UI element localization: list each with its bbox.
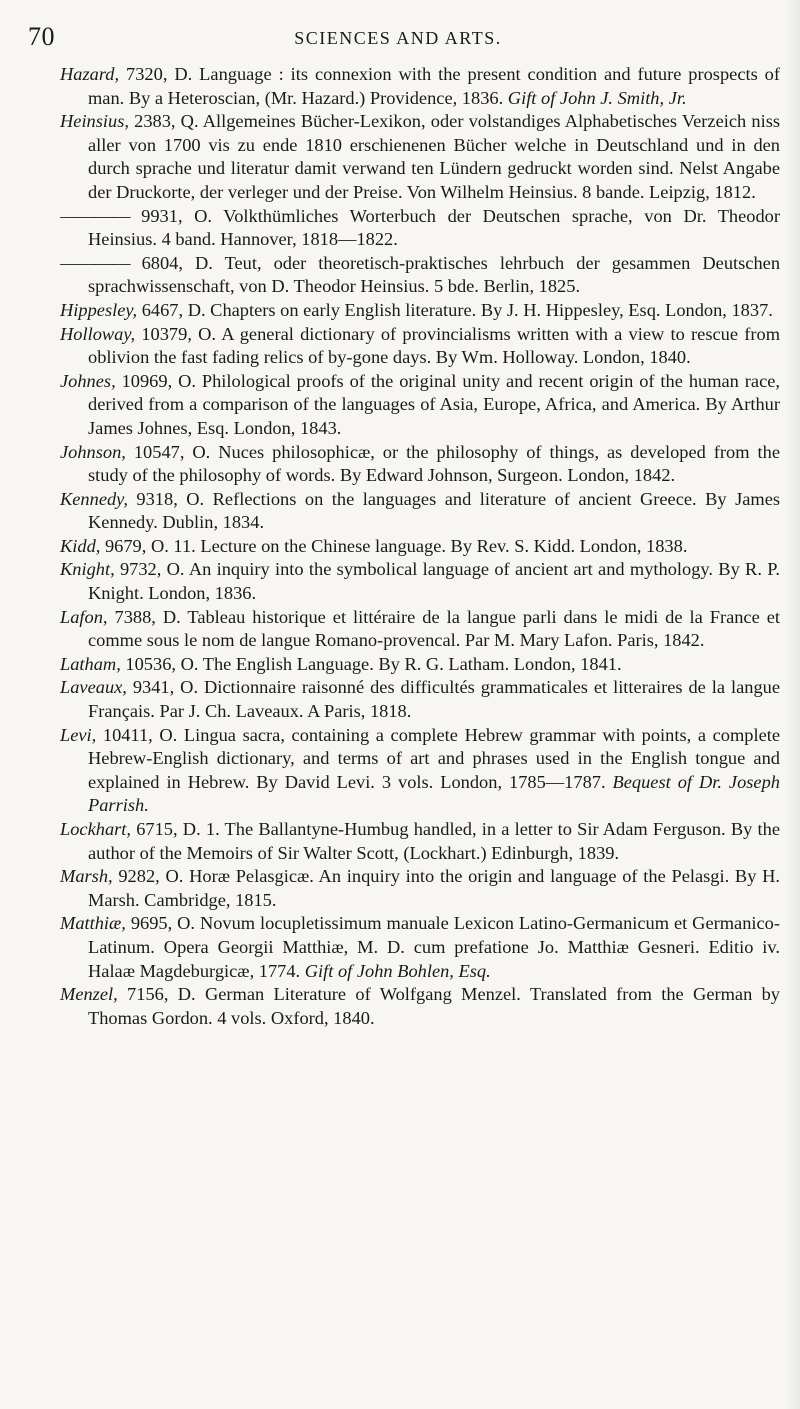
entry-author: Hazard, [60, 64, 120, 84]
entry-shelfmark: 9695, O. [125, 913, 196, 934]
entry-shelfmark: 9931, O. [129, 205, 213, 226]
entry-author: Laveaux, [60, 677, 127, 698]
entry-shelfmark: 9318, O. [127, 488, 205, 509]
catalogue-entry [60, 558, 780, 605]
entry-description: Chapters on early English literature. By J. H. Hippesley, Esq. London, 1837. [205, 299, 773, 320]
catalogue-entry [60, 63, 780, 110]
entry-description: Horæ Pelasgicæ. An inquiry into the origin and language of the Pelasgi. By H. Marsh. Cambridge, 1815. [88, 866, 781, 910]
entry-shelfmark: 9732, O. [114, 559, 185, 580]
entry-author-ditto: ———— [60, 252, 130, 273]
entry-shelfmark: 6467, D. [137, 299, 206, 320]
catalogue-entry [60, 441, 780, 488]
entry-author: Matthiæ, [60, 913, 126, 934]
entry-shelfmark: 6804, D. [129, 252, 213, 273]
entry-author: Hippesley, [60, 299, 138, 320]
entry-author: Heinsius, [60, 111, 129, 132]
entry-author: Menzel, [60, 984, 118, 1005]
entry-description: Tableau historique et littéraire de la langue parli dans le midi de la France et comme sous le nom de langue Romano-provencal. Par M. Mary Lafon. Paris, 1842. [88, 606, 781, 651]
entry-description: The English Language. By R. G. Latham. London, 1841. [198, 653, 622, 674]
entry-shelfmark: 7388, D. [107, 606, 181, 627]
catalogue-entry [60, 252, 780, 299]
entry-provenance: Gift of John J. Smith, Jr. [507, 87, 687, 108]
running-head-title: SCIENCES AND ARTS. [294, 28, 502, 48]
entry-shelfmark: 9679, O. 11. [100, 535, 196, 556]
entry-shelfmark: 10547, O. [125, 441, 211, 462]
entry-author: Lockhart, [60, 819, 132, 839]
entry-shelfmark: 7320, D. [119, 64, 193, 84]
page-edge-shadow [786, 0, 800, 1409]
catalogue-entries [60, 63, 780, 1030]
catalogue-entry [60, 370, 780, 441]
entry-description: Dictionnaire raisonné des difficultés grammaticales et litteraires de la langue Français. Par J. Ch. Laveaux. A Paris, 1818. [88, 677, 781, 722]
catalogue-entry [60, 299, 780, 323]
entry-author: Kennedy, [60, 488, 128, 509]
page-header [28, 18, 768, 58]
entry-shelfmark: 9341, O. [126, 677, 199, 698]
catalogue-entry [60, 110, 780, 204]
entry-description: German Literature of Wolfgang Menzel. Translated from the German by Thomas Gordon. 4 vols. Oxford, 1840. [88, 984, 781, 1028]
catalogue-entry [60, 653, 780, 677]
entry-description: Lecture on the Chinese language. By Rev. S. Kidd. London, 1838. [195, 535, 688, 556]
catalogue-entry [60, 488, 780, 535]
entry-shelfmark: 7156, D. [117, 984, 196, 1005]
entry-author: Knight, [60, 559, 115, 580]
entry-author: Levi, [60, 724, 97, 745]
catalogue-entry [60, 535, 780, 559]
catalogue-entry [60, 676, 780, 723]
entry-provenance: Bequest of Dr. Joseph Parrish. [88, 771, 780, 816]
entry-description: Novum locupletissimum manuale Lexicon Latino-Germanicum et Germanico-Latinum. Opera Georgii Matthiæ, M. D. cum prefatione Jo. Matthiæ Gesneri. Editio iv. Halaæ Magdeburgicæ, 1774. [88, 913, 780, 981]
entry-description: Volkthümliches Worterbuch der Deutschen sprache, von Dr. Theodor Heinsius. 4 band. Hannover, 1818—1822. [88, 205, 780, 250]
catalogue-entry [60, 983, 780, 1030]
page-number: 70 [28, 22, 55, 51]
entry-shelfmark: 10411, O. [96, 724, 178, 745]
entry-provenance: Gift of John Bohlen, Esq. [304, 960, 491, 981]
entry-author: Johnson, [60, 441, 126, 462]
entry-shelfmark: 2383, Q. [128, 111, 199, 132]
entry-shelfmark: 6715, D. 1. [131, 819, 220, 839]
entry-description: Reflections on the languages and literature of ancient Greece. By James Kennedy. Dublin, 1834. [88, 488, 781, 533]
catalogue-entry [60, 865, 780, 912]
entry-description: Nuces philosophicæ, or the philosophy of things, as developed from the study of the philosophy of words. By Edward Johnson, Surgeon. London, 1842. [88, 441, 780, 486]
catalogue-entry [60, 606, 780, 653]
entry-description: Lingua sacra, containing a complete Hebrew grammar with points, a complete Hebrew-English dictionary, and terms of art and phrases used in the English tongue and explained in Hebrew. By David Levi. 3 vols. London, 1785—1787. [88, 724, 781, 792]
entry-description: Allgemeines Bücher-Lexikon, oder volstandiges Alphabetisches Verzeich niss aller von 1700 vis zu ende 1810 erschienenen Bücher welche in Deutschland und in den durch sprache und literatur damit verwand ten Lündern gedruckt worden sind. Nelst Angabe der Druckorte, der verleger und der Preise. Von Wilhelm Heinsius. 8 bande. Leipzig, 1812. [88, 111, 781, 202]
entry-description: Language : its connexion with the present condition and future prospects of man. By a Heteroscian, (Mr. Hazard.) Providence, 1836. [88, 64, 780, 108]
entry-description: Teut, oder theoretisch-praktisches lehrbuch der gesammen Deutschen sprachwissenschaft, von D. Theodor Heinsius. 5 bde. Berlin, 1825. [88, 252, 781, 297]
entry-author: Kidd, [60, 535, 101, 556]
catalogue-entry [60, 205, 780, 252]
entry-author: Latham, [60, 653, 121, 674]
entry-author: Holloway, [60, 323, 136, 344]
catalogue-entry [60, 912, 780, 983]
entry-shelfmark: 10379, O. [135, 323, 217, 344]
catalogue-entry [60, 818, 780, 865]
entry-author: Lafon, [60, 606, 108, 627]
entry-description: The Ballantyne-Humbug handled, in a letter to Sir Adam Ferguson. By the author of the Memoirs of Sir Walter Scott, (Lockhart.) Edinburgh, 1839. [88, 819, 780, 863]
catalogue-entry [60, 724, 780, 818]
entry-description: An inquiry into the symbolical language of ancient art and mythology. By R. P. Knight. London, 1836. [88, 559, 781, 604]
entry-shelfmark: 10969, O. [115, 370, 196, 391]
entry-author: Marsh, [60, 866, 113, 887]
entry-description: Philological proofs of the original unity and recent origin of the human race, derived from a comparison of the languages of Asia, Europe, Africa, and America. By Arthur James Johnes, Esq. London, 1843. [88, 370, 780, 438]
entry-author-ditto: ———— [60, 205, 130, 226]
entry-shelfmark: 9282, O. [112, 866, 184, 887]
entry-description: A general dictionary of provincialisms written with a view to rescue from oblivion the fast fading relics of by-gone days. By Wm. Holloway. London, 1840. [88, 323, 781, 368]
entry-author: Johnes, [60, 370, 116, 391]
entry-shelfmark: 10536, O. [120, 653, 199, 674]
catalogue-entry [60, 323, 780, 370]
